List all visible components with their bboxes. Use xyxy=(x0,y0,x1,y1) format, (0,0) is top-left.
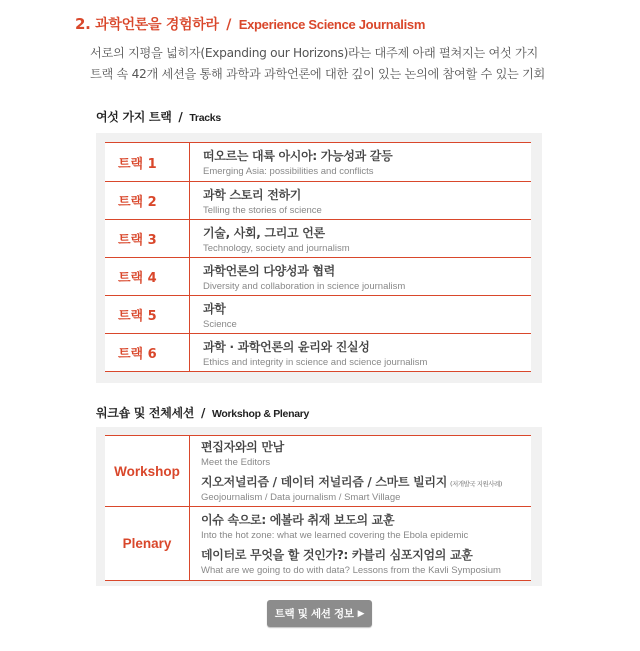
session-subtitle: Meet the Editors xyxy=(201,457,271,468)
track-title: 떠오르는 대륙 아시아: 가능성과 갈등 xyxy=(203,149,393,163)
track-subtitle: Science xyxy=(203,318,237,330)
track-label: 트랙 4 xyxy=(105,258,190,295)
plenary-label: Plenary xyxy=(105,507,190,580)
tracks-heading xyxy=(96,108,221,125)
session-title: 편집자와의 만남 xyxy=(201,440,284,454)
tracks-table xyxy=(105,142,531,372)
track-body xyxy=(190,334,427,371)
section-number: 2. xyxy=(75,15,91,33)
track-session-info-button[interactable] xyxy=(267,600,372,627)
session-title: 지오저널리즘 / 데이터 저널리즘 / 스마트 빌리지 xyxy=(201,475,447,489)
section-title-en: Experience Science Journalism xyxy=(238,17,426,32)
section-heading xyxy=(75,14,425,34)
workshop-row xyxy=(105,436,531,506)
session-note: (저개발국 지원사례) xyxy=(449,480,502,488)
session-item xyxy=(201,438,502,468)
tracks-separator: / xyxy=(178,110,183,124)
track-row xyxy=(105,143,531,181)
track-subtitle: Ethics and integrity in science and science journalism xyxy=(203,356,428,368)
workshop-heading-en: Workshop & Plenary xyxy=(211,408,310,420)
track-body xyxy=(190,143,392,181)
track-subtitle: Emerging Asia: possibilities and conflicts xyxy=(203,166,374,177)
plenary-body xyxy=(190,507,501,580)
track-subtitle: Diversity and collaboration in science journalism xyxy=(203,280,406,292)
track-title: 과학 스토리 전하기 xyxy=(203,187,302,202)
track-title: 과학 xyxy=(203,301,226,316)
track-subtitle: Technology, society and journalism xyxy=(203,242,350,254)
track-body xyxy=(190,182,322,219)
track-row xyxy=(105,295,531,333)
tracks-heading-en: Tracks xyxy=(189,112,221,124)
session-title: 데이터로 무엇을 할 것인가?: 카블리 심포지엄의 교훈 xyxy=(201,547,473,562)
workshop-label: Workshop xyxy=(105,436,190,506)
session-subtitle: Geojournalism / Data journalism / Smart Village xyxy=(201,492,401,503)
session-item xyxy=(201,473,502,503)
workshop-heading xyxy=(96,404,309,421)
track-row xyxy=(105,257,531,295)
session-title: 이슈 속으로: 에볼라 취재 보도의 교훈 xyxy=(201,512,395,527)
tracks-heading-ko: 여섯 가지 트랙 xyxy=(96,110,172,124)
track-label: 트랙 3 xyxy=(105,220,190,257)
track-label: 트랙 6 xyxy=(105,334,190,371)
play-arrow-icon: ▶ xyxy=(357,608,365,619)
plenary-row xyxy=(105,506,531,580)
session-title-wrap xyxy=(201,473,502,490)
track-label: 트랙 5 xyxy=(105,296,190,333)
session-subtitle: Into the hot zone: what we learned covering the Ebola epidemic xyxy=(201,529,469,541)
track-body xyxy=(190,258,405,295)
workshop-heading-ko: 워크숍 및 전체세션 xyxy=(96,406,195,420)
track-label: 트랙 2 xyxy=(105,182,190,219)
workshop-table xyxy=(105,435,531,581)
track-body xyxy=(190,220,350,257)
track-row xyxy=(105,181,531,219)
section-title-ko: 과학언론을 경험하라 xyxy=(95,17,219,33)
track-row xyxy=(105,219,531,257)
session-item xyxy=(201,546,501,576)
track-title: 과학언론의 다양성과 협력 xyxy=(203,263,335,278)
intro-line-1: 서로의 지평을 넓히자(Expanding our Horizons)라는 대주제 아래 펼쳐지는 여섯 가지 xyxy=(90,46,538,60)
session-subtitle: What are we going to do with data? Lessons from the Kavli Symposium xyxy=(201,564,501,576)
tracks-panel xyxy=(96,133,542,383)
track-row xyxy=(105,333,531,371)
session-item xyxy=(201,511,501,541)
workshop-separator: / xyxy=(200,406,206,420)
intro-line-2: 트랙 속 42개 세션을 통해 과학과 과학언론에 대한 깊이 있는 논의에 참여할 수 있는 기회 xyxy=(90,67,546,81)
cta-label: 트랙 및 세션 정보 xyxy=(274,608,354,620)
track-body xyxy=(190,296,237,333)
track-title: 기술, 사회, 그리고 언론 xyxy=(203,225,325,240)
intro-text xyxy=(90,43,560,85)
workshop-panel xyxy=(96,427,542,586)
track-label: 트랙 1 xyxy=(105,143,190,181)
track-title: 과학 · 과학언론의 윤리와 진실성 xyxy=(203,339,370,354)
section-separator: / xyxy=(226,17,232,33)
workshop-body xyxy=(190,436,502,506)
track-subtitle: Telling the stories of science xyxy=(203,204,322,216)
